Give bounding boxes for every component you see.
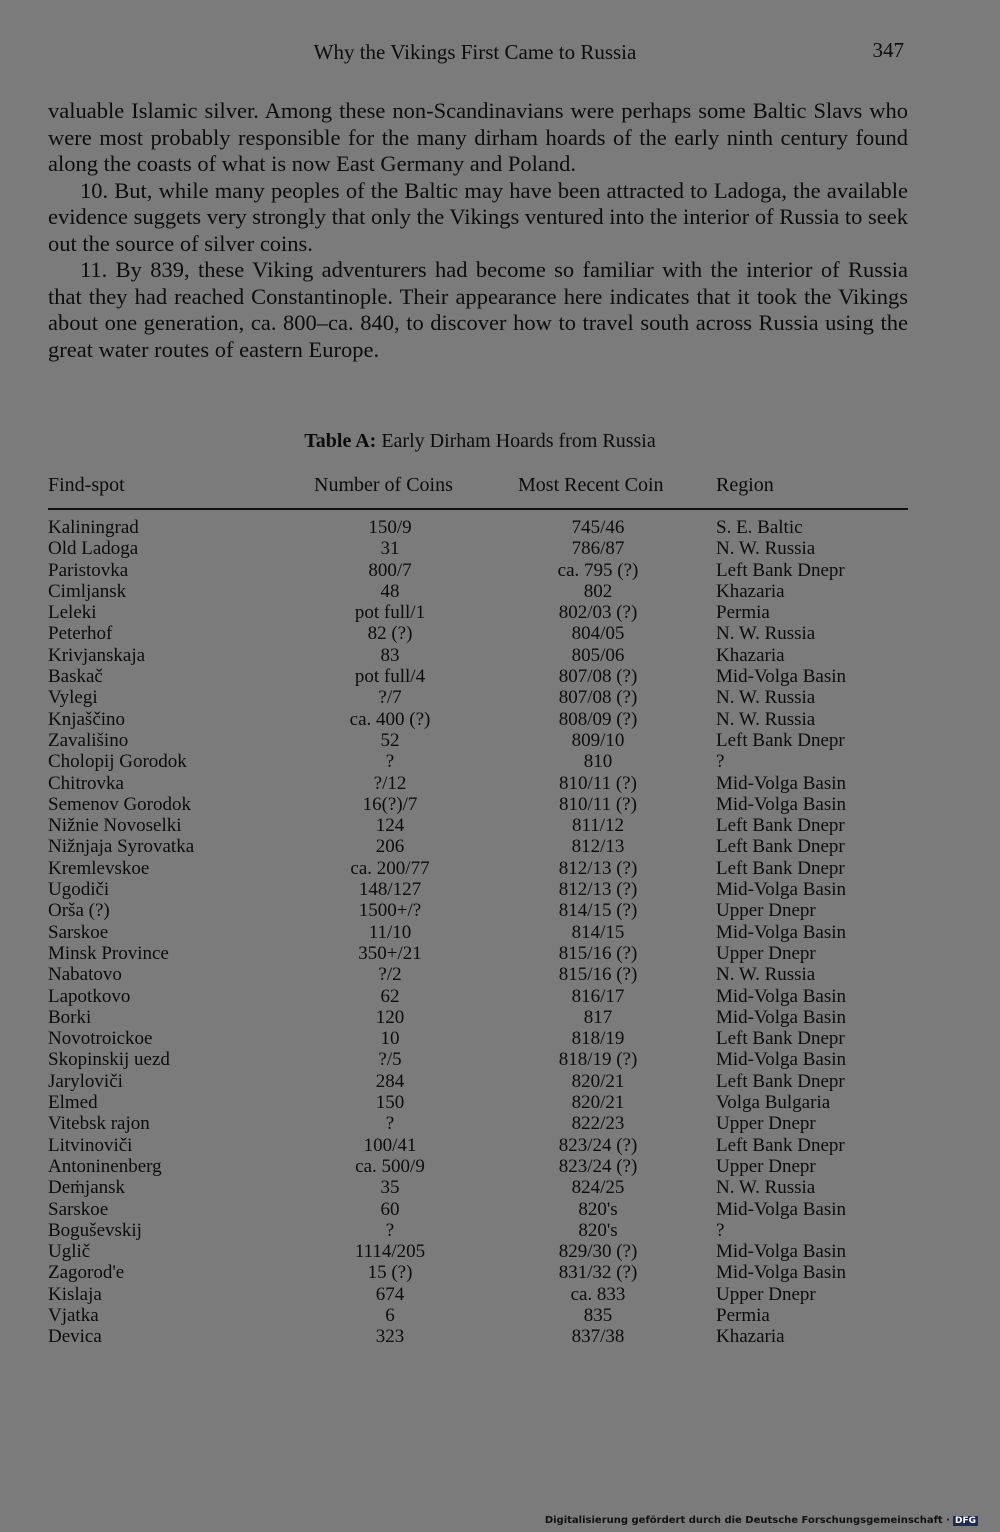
cell-most-recent-coin: ca. 795 (?): [557, 559, 639, 581]
cell-find-spot: Antoninenberg: [48, 1155, 162, 1177]
table-row: [48, 836, 908, 857]
table-row: [48, 858, 908, 879]
table-row: [48, 1241, 908, 1262]
cell-region: N. W. Russia: [716, 687, 816, 709]
cell-most-recent-coin: 820/21: [571, 1092, 625, 1114]
table-row: [48, 1220, 908, 1241]
cell-number-of-coins: 35: [380, 1177, 400, 1199]
cell-find-spot: Deṁjansk: [48, 1177, 126, 1199]
cell-number-of-coins: 800/7: [368, 559, 412, 581]
cell-find-spot: Chitrovka: [48, 772, 124, 794]
cell-number-of-coins: 82 (?): [367, 623, 413, 645]
table-row: [48, 538, 908, 559]
cell-find-spot: Kremlevskoe: [48, 857, 150, 879]
table-row: [48, 773, 908, 794]
cell-region: Upper Dnepr: [716, 1113, 816, 1135]
cell-most-recent-coin: 815/16 (?): [558, 942, 638, 964]
cell-find-spot: Vjatka: [48, 1304, 99, 1326]
table-row: [48, 1135, 908, 1156]
cell-most-recent-coin: 812/13 (?): [558, 879, 638, 901]
cell-find-spot: Zavališino: [48, 729, 129, 751]
table-row: [48, 1028, 908, 1049]
cell-number-of-coins: 62: [380, 985, 400, 1007]
table-row: [48, 560, 908, 581]
cell-region: Upper Dnepr: [716, 1155, 816, 1177]
cell-region: Mid-Volga Basin: [716, 921, 847, 943]
table-body: [48, 517, 908, 1348]
cell-number-of-coins: 206: [375, 836, 405, 858]
table-label: Table A:: [304, 430, 377, 452]
cell-number-of-coins: ?/12: [373, 772, 407, 794]
table-row: [48, 730, 908, 751]
table-row: [48, 1007, 908, 1028]
cell-most-recent-coin: 824/25: [571, 1177, 625, 1199]
cell-find-spot: Devica: [48, 1326, 102, 1348]
cell-find-spot: Novotroickoe: [48, 1028, 153, 1050]
table-row: [48, 1305, 908, 1326]
cell-number-of-coins: ca. 200/77: [350, 857, 430, 879]
table-row: [48, 602, 908, 623]
cell-find-spot: Sarskoe: [48, 921, 109, 943]
cell-find-spot: Cimljansk: [48, 580, 127, 602]
cell-find-spot: Vylegi: [48, 687, 98, 709]
cell-region: Permia: [716, 1304, 770, 1326]
cell-region: Mid-Volga Basin: [716, 772, 847, 794]
cell-region: Mid-Volga Basin: [716, 666, 847, 688]
cell-number-of-coins: 31: [380, 538, 400, 560]
cell-most-recent-coin: 812/13: [571, 836, 625, 858]
footer: [545, 1515, 978, 1526]
column-header-number-of-coins: Number of Coins: [314, 474, 453, 496]
cell-find-spot: Sarskoe: [48, 1198, 109, 1220]
cell-region: N. W. Russia: [716, 623, 816, 645]
cell-find-spot: Borki: [48, 1006, 92, 1028]
table-row: [48, 517, 908, 538]
cell-region: ?: [716, 1219, 725, 1241]
cell-find-spot: Vitebsk rajon: [48, 1113, 150, 1135]
cell-region: Mid-Volga Basin: [716, 879, 847, 901]
cell-number-of-coins: 52: [380, 729, 400, 751]
cell-number-of-coins: ?/7: [378, 687, 402, 709]
cell-region: Upper Dnepr: [716, 942, 816, 964]
body-text: [48, 98, 908, 363]
dfg-logo: DFG: [954, 1516, 976, 1526]
cell-region: Left Bank Dnepr: [716, 815, 845, 837]
table-title: [0, 430, 960, 453]
cell-most-recent-coin: 811/12: [571, 815, 625, 837]
cell-number-of-coins: ?/2: [378, 964, 402, 986]
cell-region: Upper Dnepr: [716, 900, 816, 922]
cell-number-of-coins: 15 (?): [367, 1262, 413, 1284]
cell-most-recent-coin: 802: [583, 580, 613, 602]
table-header: [48, 472, 908, 502]
cell-most-recent-coin: 816/17: [571, 985, 625, 1007]
cell-find-spot: Nabatovo: [48, 964, 122, 986]
cell-find-spot: Paristovka: [48, 559, 129, 581]
cell-most-recent-coin: 812/13 (?): [558, 857, 638, 879]
table-row: [48, 645, 908, 666]
cell-region: Mid-Volga Basin: [716, 793, 847, 815]
cell-most-recent-coin: 823/24 (?): [558, 1134, 638, 1156]
cell-number-of-coins: 10: [380, 1028, 400, 1050]
cell-most-recent-coin: 814/15: [571, 921, 625, 943]
cell-region: Mid-Volga Basin: [716, 1262, 847, 1284]
table-row: [48, 1262, 908, 1283]
table-row: [48, 1199, 908, 1220]
table-row: [48, 943, 908, 964]
cell-number-of-coins: 150/9: [368, 517, 412, 538]
cell-find-spot: Zagorod'e: [48, 1262, 125, 1284]
cell-most-recent-coin: 808/09 (?): [558, 708, 638, 730]
page-header: [0, 36, 1000, 66]
cell-number-of-coins: 148/127: [358, 879, 422, 901]
table-row: [48, 879, 908, 900]
cell-region: Khazaria: [716, 1326, 785, 1348]
cell-find-spot: Peterhof: [48, 623, 113, 645]
cell-most-recent-coin: 820's: [578, 1219, 618, 1241]
cell-most-recent-coin: 835: [583, 1304, 613, 1326]
cell-region: Mid-Volga Basin: [716, 1198, 847, 1220]
table-row: [48, 1326, 908, 1347]
cell-region: Left Bank Dnepr: [716, 857, 845, 879]
cell-find-spot: Ugodiči: [48, 879, 110, 901]
paragraph: 10. But, while many peoples of the Baltic may have been attracted to Ladoga, the available evidence suggets very strongly that only the Vikings ventured into the interior of Russia to seek out the source of silver coins.: [48, 177, 908, 256]
cell-region: Permia: [716, 602, 770, 624]
cell-number-of-coins: ?/5: [378, 1049, 402, 1071]
cell-number-of-coins: 11/10: [368, 921, 412, 943]
cell-region: Upper Dnepr: [716, 1283, 816, 1305]
cell-number-of-coins: ca. 500/9: [355, 1155, 425, 1177]
table-rule: [48, 508, 908, 510]
cell-number-of-coins: 16(?)/7: [362, 793, 418, 815]
cell-most-recent-coin: ca. 833: [570, 1283, 626, 1305]
table-row: [48, 1177, 908, 1198]
cell-region: Khazaria: [716, 580, 785, 602]
cell-region: Khazaria: [716, 644, 785, 666]
cell-region: Left Bank Dnepr: [716, 559, 845, 581]
cell-find-spot: Baskač: [48, 666, 103, 688]
cell-find-spot: Minsk Province: [48, 942, 169, 964]
cell-most-recent-coin: 809/10: [571, 729, 625, 751]
cell-number-of-coins: 150: [375, 1092, 405, 1114]
cell-most-recent-coin: 786/87: [571, 538, 625, 560]
cell-find-spot: Krivjanskaja: [48, 644, 146, 666]
table-row: [48, 623, 908, 644]
cell-find-spot: Kislaja: [48, 1283, 102, 1305]
column-header-region: Region: [716, 474, 774, 496]
table-row: [48, 1156, 908, 1177]
table-row: [48, 922, 908, 943]
cell-find-spot: Nižnie Novoselki: [48, 815, 182, 837]
cell-most-recent-coin: 822/23: [571, 1113, 625, 1135]
cell-region: Volga Bulgaria: [716, 1092, 831, 1114]
cell-most-recent-coin: 804/05: [571, 623, 625, 645]
cell-most-recent-coin: 745/46: [571, 517, 625, 538]
cell-region: N. W. Russia: [716, 964, 816, 986]
page-number: 347: [872, 38, 904, 62]
table-row: [48, 751, 908, 772]
cell-find-spot: Lapotkovo: [48, 985, 131, 1007]
cell-region: Mid-Volga Basin: [716, 1006, 847, 1028]
cell-most-recent-coin: 829/30 (?): [558, 1241, 638, 1263]
cell-most-recent-coin: 820/21: [571, 1070, 625, 1092]
cell-number-of-coins: 60: [380, 1198, 400, 1220]
cell-region: ?: [716, 751, 725, 773]
cell-number-of-coins: 350+/21: [358, 942, 422, 964]
cell-number-of-coins: 100/41: [363, 1134, 417, 1156]
cell-number-of-coins: ?: [385, 1219, 395, 1241]
cell-most-recent-coin: 810/11 (?): [559, 793, 637, 815]
cell-most-recent-coin: 818/19 (?): [558, 1049, 638, 1071]
cell-find-spot: Nižnjaja Syrovatka: [48, 836, 195, 858]
table-row: [48, 900, 908, 921]
cell-find-spot: Orša (?): [48, 900, 110, 922]
cell-most-recent-coin: 810: [583, 751, 613, 773]
cell-number-of-coins: 120: [375, 1006, 405, 1028]
table-row: [48, 815, 908, 836]
cell-find-spot: Semenov Gorodok: [48, 793, 192, 815]
table-row: [48, 1092, 908, 1113]
cell-find-spot: Boguševskij: [48, 1219, 142, 1241]
table-row: [48, 964, 908, 985]
cell-most-recent-coin: 818/19: [571, 1028, 625, 1050]
cell-most-recent-coin: 802/03 (?): [558, 602, 638, 624]
cell-most-recent-coin: 837/38: [571, 1326, 625, 1348]
cell-region: Left Bank Dnepr: [716, 1028, 845, 1050]
cell-number-of-coins: 284: [375, 1070, 405, 1092]
cell-find-spot: Cholopij Gorodok: [48, 751, 187, 773]
cell-most-recent-coin: 810/11 (?): [559, 772, 637, 794]
cell-region: Left Bank Dnepr: [716, 729, 845, 751]
table-row: [48, 666, 908, 687]
cell-region: Left Bank Dnepr: [716, 1070, 845, 1092]
cell-find-spot: Jaryloviči: [48, 1070, 123, 1092]
cell-region: Left Bank Dnepr: [716, 1134, 845, 1156]
cell-number-of-coins: pot full/1: [354, 602, 426, 624]
cell-number-of-coins: ?: [385, 751, 395, 773]
cell-number-of-coins: ?: [385, 1113, 395, 1135]
cell-find-spot: Litvinoviči: [48, 1134, 133, 1156]
table-row: [48, 1284, 908, 1305]
table-row: [48, 986, 908, 1007]
cell-most-recent-coin: 817: [583, 1006, 613, 1028]
table-row: [48, 687, 908, 708]
table-row: [48, 794, 908, 815]
cell-most-recent-coin: 814/15 (?): [558, 900, 638, 922]
column-header-most-recent-coin: Most Recent Coin: [518, 474, 664, 496]
cell-find-spot: Kaliningrad: [48, 517, 139, 538]
cell-most-recent-coin: 823/24 (?): [558, 1155, 638, 1177]
cell-number-of-coins: 1114/205: [354, 1241, 426, 1263]
cell-number-of-coins: ca. 400 (?): [349, 708, 431, 730]
cell-most-recent-coin: 831/32 (?): [558, 1262, 638, 1284]
cell-region: Mid-Volga Basin: [716, 985, 847, 1007]
table-row: [48, 581, 908, 602]
cell-find-spot: Uglič: [48, 1241, 91, 1263]
footer-text: Digitalisierung gefördert durch die Deutsche Forschungsgemeinschaft ·: [544, 1515, 950, 1526]
cell-region: N. W. Russia: [716, 1177, 816, 1199]
table-caption: Early Dirham Hoards from Russia: [376, 430, 656, 452]
cell-number-of-coins: 83: [380, 644, 400, 666]
cell-number-of-coins: 1500+/?: [358, 900, 422, 922]
table-row: [48, 1113, 908, 1134]
table-row: [48, 1071, 908, 1092]
cell-find-spot: Leleki: [48, 602, 97, 624]
cell-most-recent-coin: 805/06: [571, 644, 625, 666]
cell-region: Mid-Volga Basin: [716, 1241, 847, 1263]
cell-number-of-coins: 124: [375, 815, 405, 837]
paragraph: 11. By 839, these Viking adventurers had become so familiar with the interior of Russia that they had reached Constantinople. Their appearance here indicates that it took the Vikings about one generation, ca. 800–ca. 840, to discover how to travel south across Russia using the great water routes of eastern Europe.: [48, 257, 908, 362]
cell-region: N. W. Russia: [716, 708, 816, 730]
table-row: [48, 709, 908, 730]
cell-most-recent-coin: 815/16 (?): [558, 964, 638, 986]
cell-region: S. E. Baltic: [716, 517, 803, 538]
cell-region: Left Bank Dnepr: [716, 836, 845, 858]
paragraph: valuable Islamic silver. Among these non-Scandinavians were perhaps some Baltic Slavs who were most probably responsible for the many dirham hoards of the early ninth century found along the coasts of what is now East Germany and Poland.: [48, 98, 908, 176]
cell-number-of-coins: 323: [375, 1326, 405, 1348]
cell-find-spot: Skopinskij uezd: [48, 1049, 170, 1071]
cell-number-of-coins: 674: [375, 1283, 405, 1305]
cell-region: N. W. Russia: [716, 538, 816, 560]
cell-most-recent-coin: 807/08 (?): [558, 687, 638, 709]
column-header-find-spot: Find-spot: [48, 474, 125, 496]
table-row: [48, 1049, 908, 1070]
running-title: Why the Vikings First Came to Russia: [313, 40, 637, 64]
cell-most-recent-coin: 807/08 (?): [558, 666, 638, 688]
cell-find-spot: Elmed: [48, 1092, 98, 1114]
cell-find-spot: Old Ladoga: [48, 538, 139, 560]
cell-most-recent-coin: 820's: [578, 1198, 618, 1220]
cell-number-of-coins: pot full/4: [354, 666, 426, 688]
cell-number-of-coins: 48: [380, 580, 400, 602]
cell-find-spot: Knjaščino: [48, 708, 126, 730]
cell-region: Mid-Volga Basin: [716, 1049, 847, 1071]
cell-number-of-coins: 6: [385, 1304, 395, 1326]
